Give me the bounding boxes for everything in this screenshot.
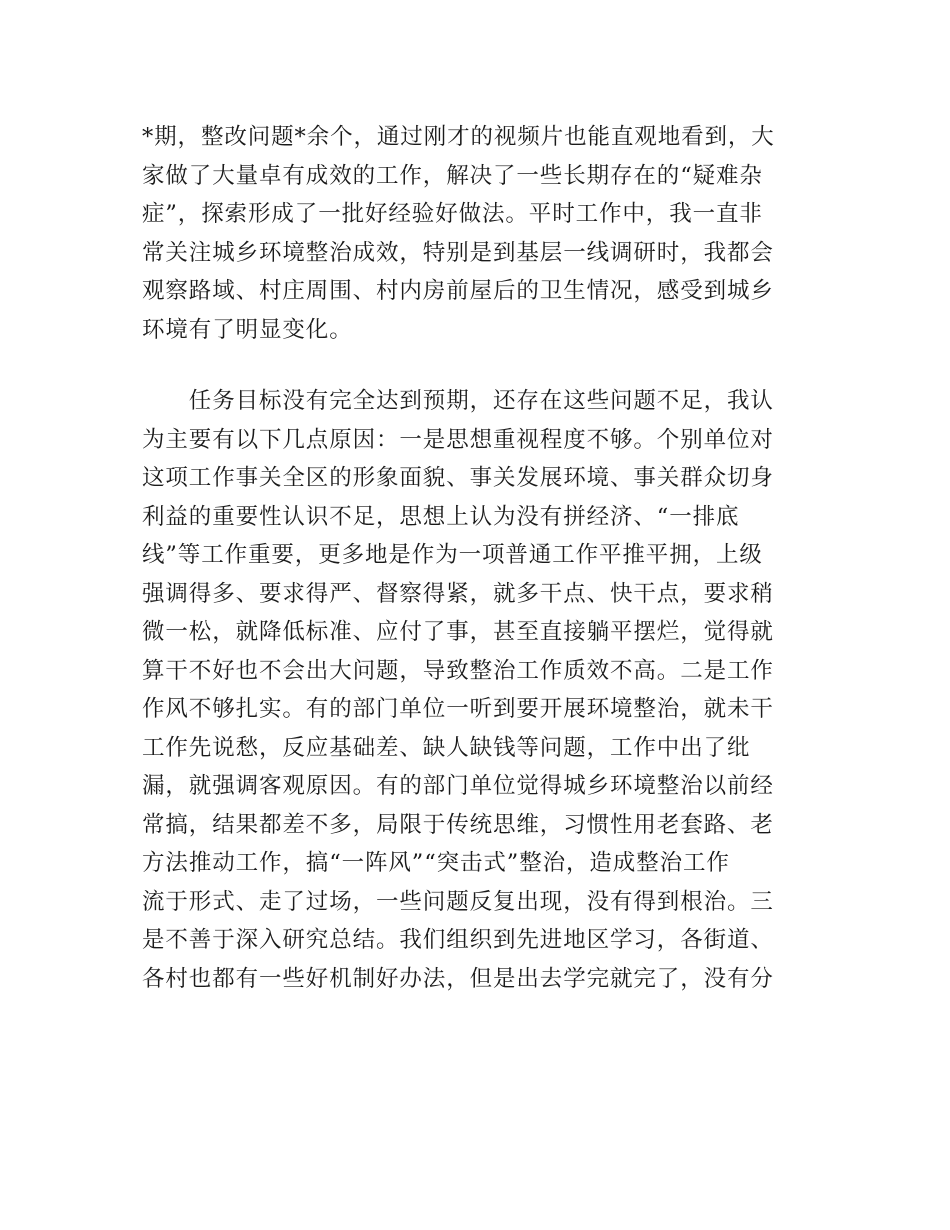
text-line: 常关注城乡环境整治成效，特别是到基层一线调研时，我都会: [142, 239, 774, 266]
text-line: 强调得多、要求得严、督察得紧，就多干点、快干点，要求稍: [142, 580, 774, 607]
text-line: 是不善于深入研究总结。我们组织到先进地区学习，各街道、: [142, 927, 774, 953]
text-line: 工作先说愁，反应基础差、缺人缺钱等问题，工作中出了纰: [142, 734, 751, 761]
text-line: 方法推动工作，搞“一阵风”“突击式”整治，造成整治工作: [142, 850, 730, 876]
text-line: 症”，探索形成了一批好经验好做法。平时工作中，我一直非: [142, 201, 763, 227]
text-line: *期，整改问题*余个，通过刚才的视频片也能直观地看到，大: [142, 124, 775, 150]
text-line: 常搞，结果都差不多，局限于传统思维，习惯性用老套路、老: [142, 811, 774, 838]
text-line: 这项工作事关全区的形象面貌、事关发展环境、事关群众切身: [142, 465, 774, 491]
text-line: 线”等工作重要，更多地是作为一项普通工作平推平拥，上级: [142, 542, 763, 568]
paragraph-2: [142, 382, 812, 998]
text-line: 家做了大量卓有成效的工作，解决了一些长期存在的“疑难杂: [142, 162, 763, 189]
text-line: 利益的重要性认识不足，思想上认为没有拼经济、“一排底: [142, 503, 740, 530]
text-line: 任务目标没有完全达到预期，还存在这些问题不足，我认: [142, 388, 774, 414]
paragraph-1: [142, 118, 812, 349]
text-line: 漏，就强调客观原因。有的部门单位觉得城乡环境整治以前经: [142, 773, 774, 799]
text-line: 为主要有以下几点原因：一是思想重视程度不够。个别单位对: [142, 426, 774, 453]
text-line: 流于形式、走了过场，一些问题反复出现，没有得到根治。三: [142, 888, 774, 915]
text-line: 环境有了明显变化。: [142, 316, 353, 343]
text-line: 各村也都有一些好机制好办法，但是出去学完就完了，没有分: [142, 965, 774, 992]
text-line: 观察路域、村庄周围、村内房前屋后的卫生情况，感受到城乡: [142, 278, 774, 304]
text-line: 微一松，就降低标准、应付了事，甚至直接躺平摆烂，觉得就: [142, 619, 774, 645]
text-line: 作风不够扎实。有的部门单位一听到要开展环境整治，就未干: [142, 696, 774, 722]
text-line: 算干不好也不会出大问题，导致整治工作质效不高。二是工作: [142, 657, 774, 684]
